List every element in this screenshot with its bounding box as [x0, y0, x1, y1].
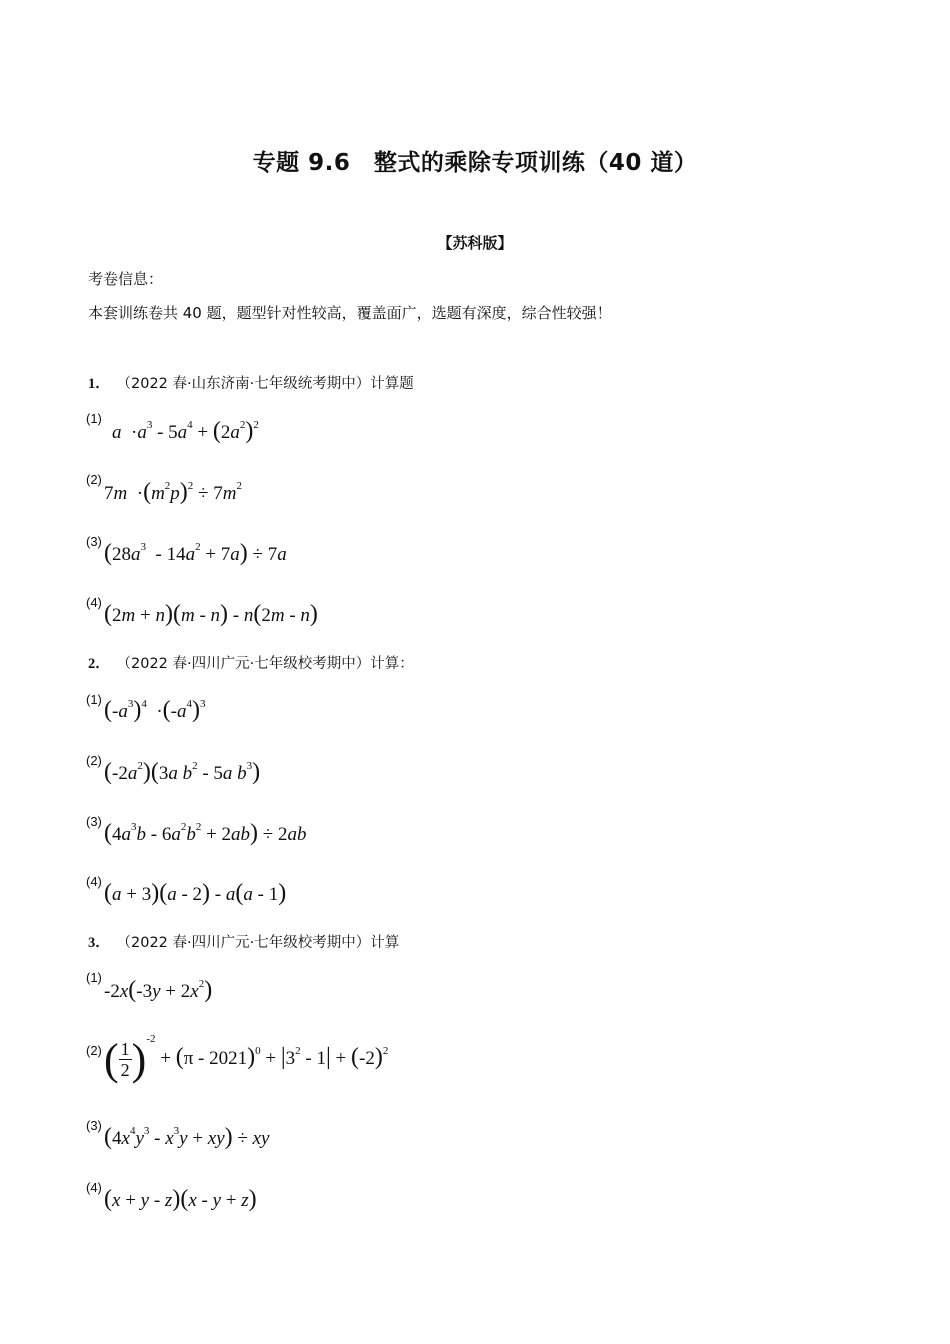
q3-part-2-label: (2) [86, 1043, 102, 1058]
exam-info-text: 本套训练卷共 40 题，题型针对性较高，覆盖面广，选题有深度，综合性较强！ [88, 304, 612, 322]
exam-info-label: 考卷信息： [88, 270, 164, 288]
q2-part-1-label: (1) [86, 692, 102, 707]
question-source: （2022 春·山东济南·七年级统考期中）计算题 [123, 376, 414, 392]
q3-part-3-expression: $(4x^4y^3 - x^3y + xy)$ ÷ xy [104, 1124, 270, 1150]
q2-part-2-expression: $(-2a^2)(3a$ $b^2 - 5a$ $b^3$) [104, 759, 261, 785]
q1-part-2-label: (2) [86, 472, 102, 487]
q3-part-2-expression: ( $\frac{1}{2}$ )$^{-2} + (\pi - 2021)^0 + |3^2 - 1| + (-2)^2$ [104, 1032, 389, 1084]
question-number: 2． [88, 656, 110, 672]
q2-part-1-expression: $(-a^3)^4 \cdot(-a^4)^3$ [104, 697, 206, 723]
q1-part-4-expression: (2m + n)(m - n) - n(2m - n) [104, 601, 318, 627]
question-number: 1． [88, 376, 110, 392]
edition-label: 【苏科版】 [437, 234, 513, 252]
q1-part-1-expression: $a \cdot a^3 - 5a^4 + (2a^2)^2$ [112, 418, 259, 444]
question-2-header [88, 652, 414, 673]
q1-part-1-label: (1) [86, 411, 102, 426]
q2-part-4-expression: (a + 3)(a - 2) - a(a - 1) [104, 880, 287, 906]
q3-part-1-label: (1) [86, 970, 102, 985]
question-source: （2022 春·四川广元·七年级校考期中）计算 [123, 935, 400, 951]
q3-part-1-expression: $-2x(-3y + 2x^2)$ [104, 977, 213, 1003]
question-1-header [88, 372, 414, 393]
q3-part-3-label: (3) [86, 1118, 102, 1133]
q2-part-4-label: (4) [86, 874, 102, 889]
question-number: 3． [88, 935, 110, 951]
q3-part-4-label: (4) [86, 1180, 102, 1195]
q1-part-2-expression: $7m \cdot(m^2p)^2 \div 7m^2$ [104, 479, 242, 505]
question-3-header [88, 931, 399, 952]
page-title: 专题 9.6 整式的乘除专项训练（40 道） [252, 150, 698, 176]
q1-part-4-label: (4) [86, 595, 102, 610]
q2-part-3-label: (3) [86, 814, 102, 829]
q1-part-3-expression: $(28a^3 - 14a^2 + 7a) \div 7a$ [104, 540, 287, 566]
q2-part-3-expression: $(4a^3b - 6a^2b^2 + 2ab) \div 2ab$ [104, 820, 307, 846]
question-source: （2022 春·四川广元·七年级校考期中）计算： [123, 656, 414, 672]
q2-part-2-label: (2) [86, 753, 102, 768]
q3-part-4-expression: (x + y - z)(x - y + z) [104, 1186, 257, 1212]
q1-part-3-label: (3) [86, 534, 102, 549]
